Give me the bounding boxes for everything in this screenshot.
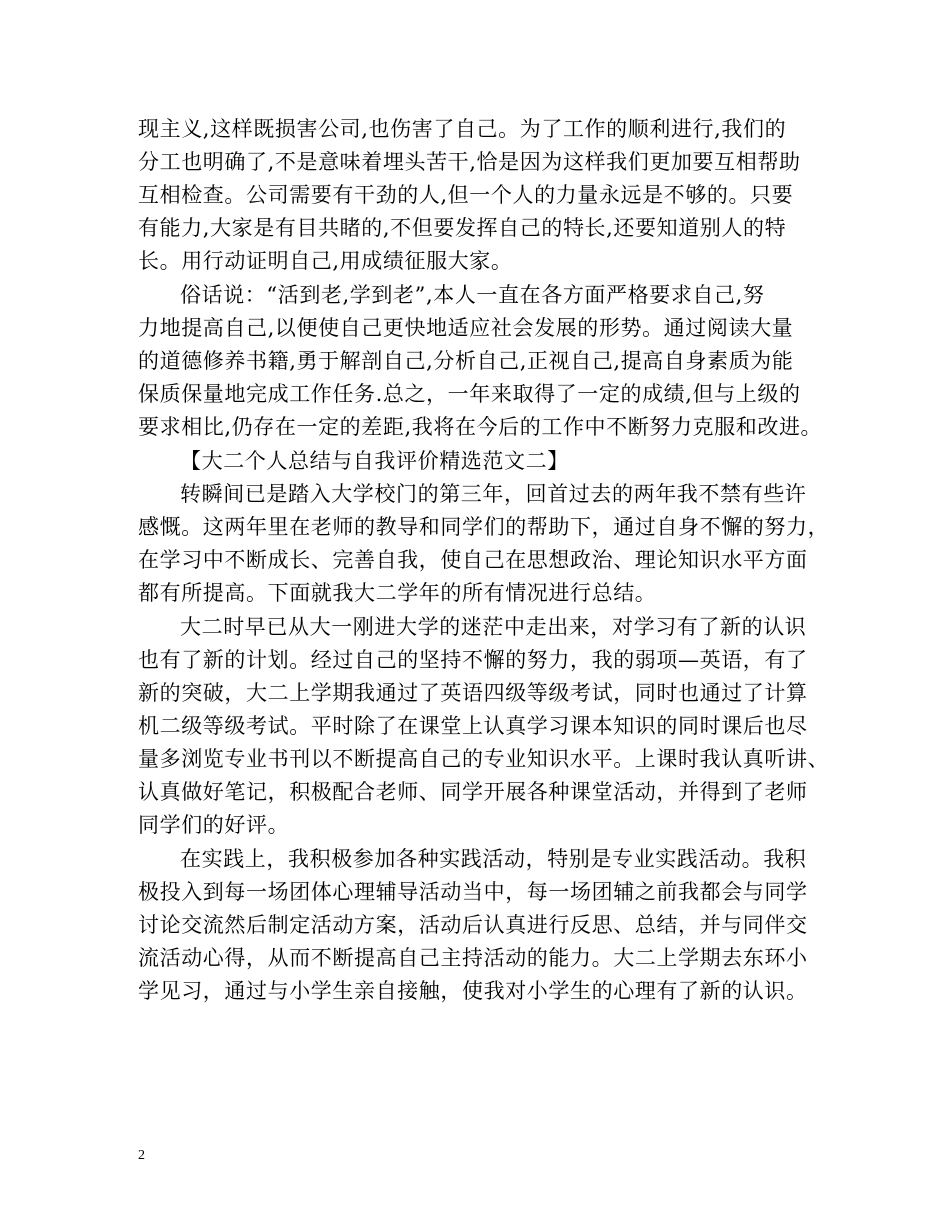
text-line: 机二级等级考试。平时除了在课堂上认真学习课本知识的同时课后也尽 [138, 714, 808, 738]
text-line: 保质保量地完成工作任务.总之，一年来取得了一定的成绩,但与上级的 [138, 382, 801, 406]
text-line: 感慨。这两年里在老师的教导和同学们的帮助下，通过自身不懈的努力， [138, 515, 830, 539]
text-line: 讨论交流然后制定活动方案，活动后认真进行反思、总结，并与同伴交 [138, 913, 808, 937]
text-line: 也有了新的计划。经过自己的坚持不懈的努力，我的弱项—英语，有了 [138, 648, 808, 672]
page-number: 2 [138, 1148, 145, 1163]
text-line: 的道德修养书籍,勇于解剖自己,分析自己,正视自己,提高自身素质为能 [138, 349, 794, 373]
text-line: 现主义,这样既损害公司,也伤害了自己。为了工作的顺利进行,我们的 [138, 117, 787, 141]
text-line: 在实践上，我积极参加各种实践活动，特别是专业实践活动。我积 [180, 847, 807, 871]
text-line: 认真做好笔记，积极配合老师、同学开展各种课堂活动，并得到了老师 [138, 780, 808, 804]
text-line: 学见习，通过与小学生亲自接触，使我对小学生的心理有了新的认识。 [138, 979, 808, 1003]
text-line: 流活动心得，从而不断提高自己主持活动的能力。大二上学期去东环小 [138, 946, 808, 970]
text-line: 在学习中不断成长、完善自我，使自己在思想政治、理论知识水平方面 [138, 548, 808, 572]
text-line: 长。用行动证明自己,用成绩征服大家。 [138, 249, 513, 273]
text-line: 新的突破，大二上学期我通过了英语四级等级考试，同时也通过了计算 [138, 681, 808, 705]
text-line: 转瞬间已是踏入大学校门的第三年，回首过去的两年我不禁有些许 [180, 482, 807, 506]
text-line: 分工也明确了,不是意味着埋头苦干,恰是因为这样我们更加要互相帮助 [138, 150, 801, 174]
section-heading: 【大二个人总结与自我评价精选范文二】 [180, 449, 569, 473]
text-line: 互相检查。公司需要有干劲的人,但一个人的力量永远是不够的。只要 [138, 183, 794, 207]
text-line: 有能力,大家是有目共睹的,不但要发挥自己的特长,还要知道别人的特 [138, 216, 787, 240]
text-line: 量多浏览专业书刊以不断提高自己的专业知识水平。上课时我认真听讲、 [138, 747, 830, 771]
text-line: 俗话说：“活到老,学到老”,本人一直在各方面严格要求自己,努 [180, 283, 765, 307]
text-line: 同学们的好评。 [138, 813, 290, 837]
text-line: 都有所提高。下面就我大二学年的所有情况进行总结。 [138, 581, 657, 605]
text-line: 要求相比,仍存在一定的差距,我将在今后的工作中不断努力克服和改进。 [138, 415, 823, 439]
text-line: 极投入到每一场团体心理辅导活动当中，每一场团辅之前我都会与同学 [138, 880, 808, 904]
text-line: 力地提高自己,以便使自己更快地适应社会发展的形势。通过阅读大量 [138, 316, 794, 340]
text-line: 大二时早已从大一刚进大学的迷茫中走出来，对学习有了新的认识 [180, 615, 807, 639]
